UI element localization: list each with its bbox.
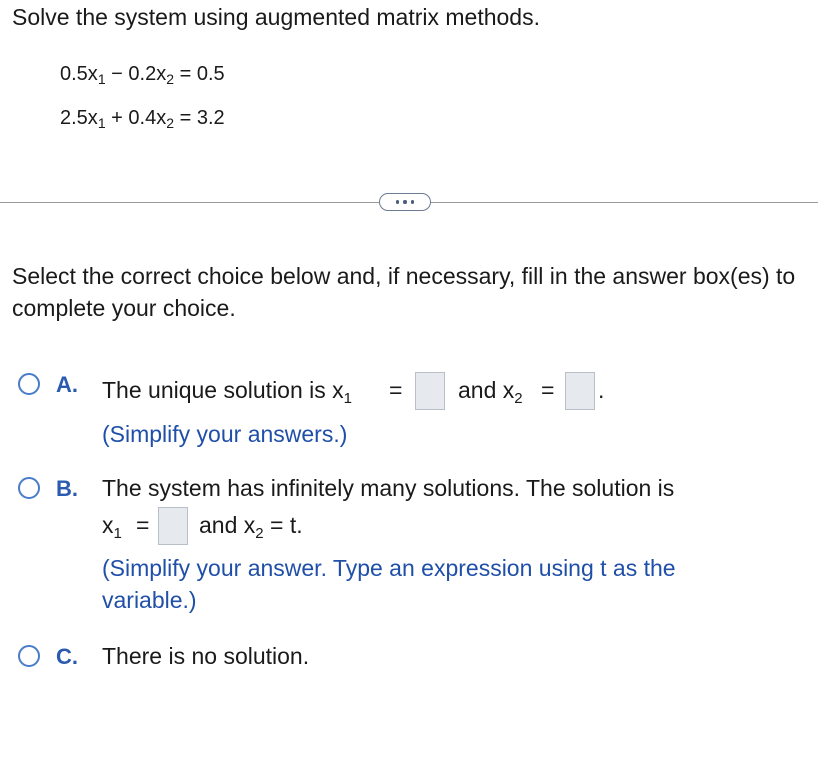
choice-c-letter: C. [56, 644, 78, 669]
choice-b-letter: B. [56, 476, 78, 501]
eq2-term1: 2.5x [60, 107, 98, 129]
eq2-sub1: 1 [97, 115, 106, 131]
eq2-term2: 0.4x [128, 107, 167, 129]
choice-a-letter: A. [56, 372, 78, 397]
choice-a-radio[interactable] [18, 373, 40, 395]
eq2-operator: + [111, 107, 123, 129]
question-title: Solve the system using augmented matrix methods. [12, 4, 540, 30]
x1-answer-box[interactable] [415, 372, 445, 410]
choice-c-radio[interactable] [18, 645, 40, 667]
choice-b-hint-line2: variable.) [102, 587, 197, 613]
eq1-term1: 0.5x [60, 63, 98, 85]
choice-b-radio[interactable] [18, 477, 40, 499]
x2-answer-box[interactable] [565, 372, 595, 410]
eq2-rhs: = 3.2 [179, 107, 225, 129]
choice-b-and: and $x_2 = t$. [199, 512, 303, 542]
eq1-rhs: = 0.5 [179, 63, 225, 85]
choice-c-text: There is no solution. [102, 643, 310, 669]
choice-b-x1-label: $x_1$ [102, 512, 122, 542]
choice-a-hint: (Simplify your answers.) [102, 421, 348, 447]
eq1-term2: 0.2x [128, 63, 167, 85]
choice-a-text: The unique solution is $x_1$ [102, 377, 352, 407]
eq1-sub1: 1 [97, 71, 106, 87]
choice-a-equals-2: = [541, 377, 555, 403]
eq2-sub2: 2 [166, 115, 175, 131]
choice-a-period: . [598, 377, 605, 403]
choice-a-equals-1: = [389, 377, 403, 403]
eq1-sub2: 2 [166, 71, 175, 87]
instructions: Select the correct choice below and, if necessary, fill in the answer box(es) to complete your choice. [12, 263, 796, 321]
choice-b-text: The system has infinitely many solutions. The solution is [102, 475, 675, 501]
expand-button[interactable] [379, 193, 431, 211]
choice-b-equals: = [136, 512, 150, 538]
choice-a-and: and $x_2$ [458, 377, 523, 407]
x1-expression-box[interactable] [158, 507, 188, 545]
ellipsis-icon [396, 200, 415, 204]
equation-2 [60, 107, 225, 130]
equation-1 [60, 63, 225, 86]
eq1-operator: − [111, 63, 123, 85]
choice-b-hint-line1: (Simplify your answer. Type an expression using t as the [102, 555, 676, 581]
